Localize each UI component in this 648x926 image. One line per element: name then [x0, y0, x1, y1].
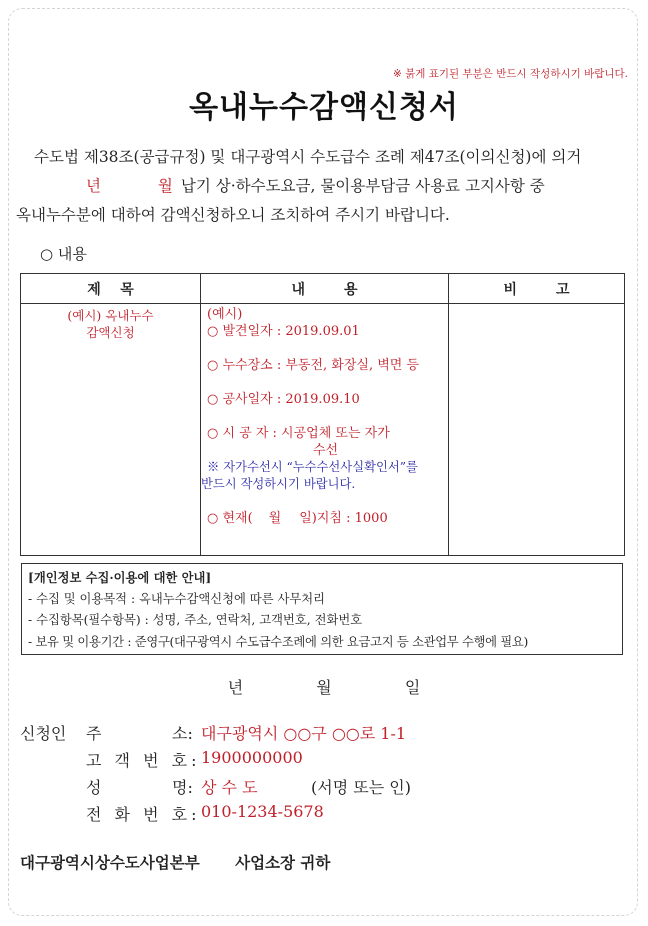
date-year[interactable]: 년 — [227, 678, 244, 697]
privacy-retention: - 보유 및 이용기간 : 준영구(대구광역시 수도급수조례에 의한 요금고지 등 소관업무 수행에 필요) — [28, 634, 528, 649]
found-date: ○ 발견일자 : 2019.09.01 — [207, 324, 360, 339]
section-title: ○ 내용 — [40, 245, 87, 263]
self-repair-note-1: ※ 자가수선시 “누수수선사실확인서”를 — [207, 460, 418, 474]
name-label: 성 — [86, 778, 102, 797]
header-remarks: 비 고 — [449, 274, 625, 304]
intro-line-2-text: 납기 상·하수도요금, 물이용부담금 사용료 고지사항 중 — [180, 177, 545, 195]
phone-value[interactable]: 010-1234-5678 — [201, 802, 324, 821]
customer-no-label: 고 객 번 호: — [86, 751, 201, 770]
name-label-2: 명: — [172, 778, 193, 797]
footer-recipient-title: 사업소장 귀하 — [235, 854, 331, 872]
address-label: 주 — [86, 724, 102, 743]
self-repair-note-2: 반드시 작성하시기 바랍니다. — [201, 477, 356, 491]
subject-line-1: (예시) 옥내누수 — [67, 308, 154, 323]
signature-field[interactable]: (서명 또는 인) — [311, 778, 411, 797]
intro-line-1: 수도법 제38조(공급규정) 및 대구광역시 수도급수 조례 제47조(이의신청)에 의거 — [34, 148, 582, 166]
date-day[interactable]: 일 — [404, 678, 421, 697]
current-day: 일)지침 : 1000 — [299, 511, 388, 526]
current-prefix: ○ 현재( — [207, 511, 253, 526]
subject-line-2: 감액신청 — [86, 325, 135, 340]
name-value[interactable]: 상 수 도 — [201, 778, 258, 797]
contractor-cont: 수선 — [313, 443, 339, 458]
current-month: 월 — [268, 511, 282, 526]
address-value[interactable]: 대구광역시 ○○구 ○○로 1-1 — [201, 724, 407, 743]
intro-line-3: 옥내누수분에 대하여 감액신청하오니 조치하여 주시기 바랍니다. — [16, 206, 450, 224]
remarks-cell[interactable] — [449, 304, 625, 556]
year-field[interactable]: 년 — [86, 177, 101, 195]
intro-line-2 — [86, 174, 545, 196]
page-title: 옥내누수감액신청서 — [189, 90, 459, 125]
table-header-row — [21, 274, 625, 304]
privacy-notice — [21, 563, 623, 655]
example-label: (예시) — [207, 307, 243, 322]
date-month[interactable]: 월 — [316, 678, 332, 697]
construction-date: ○ 공사일자 : 2019.09.10 — [207, 392, 360, 407]
header-subject: 제 목 — [21, 274, 201, 304]
phone-label: 전 화 번 호: — [86, 805, 201, 824]
required-notice: ※ 붉게 표기된 부분은 반드시 작성하시기 바랍니다. — [392, 68, 628, 80]
content-cell[interactable] — [201, 304, 449, 556]
table-row — [21, 304, 625, 556]
date-line — [0, 675, 648, 698]
privacy-purpose: - 수집 및 이용목적 : 옥내누수감액신청에 따른 사무처리 — [28, 591, 325, 606]
applicant-label: 신청인 — [20, 724, 67, 743]
contractor: ○ 시 공 자 : 시공업체 또는 자가 — [207, 426, 390, 441]
privacy-items: - 수집항목(필수항목) : 성명, 주소, 연락처, 고객번호, 전화번호 — [28, 613, 363, 627]
current-reading — [207, 510, 448, 527]
footer-recipient — [20, 851, 330, 873]
footer-org: 대구광역시상수도사업본부 — [20, 854, 200, 872]
leak-place: ○ 누수장소 : 부동전, 화장실, 벽면 등 — [207, 358, 420, 373]
subject-cell[interactable] — [21, 304, 201, 556]
address-label-2: 소: — [172, 724, 193, 743]
header-content: 내 용 — [201, 274, 449, 304]
content-table — [20, 273, 625, 556]
customer-no-value[interactable]: 1900000000 — [201, 748, 303, 767]
month-field[interactable]: 월 — [157, 177, 173, 195]
privacy-heading: [개인정보 수집·이용에 대한 안내] — [28, 570, 212, 585]
